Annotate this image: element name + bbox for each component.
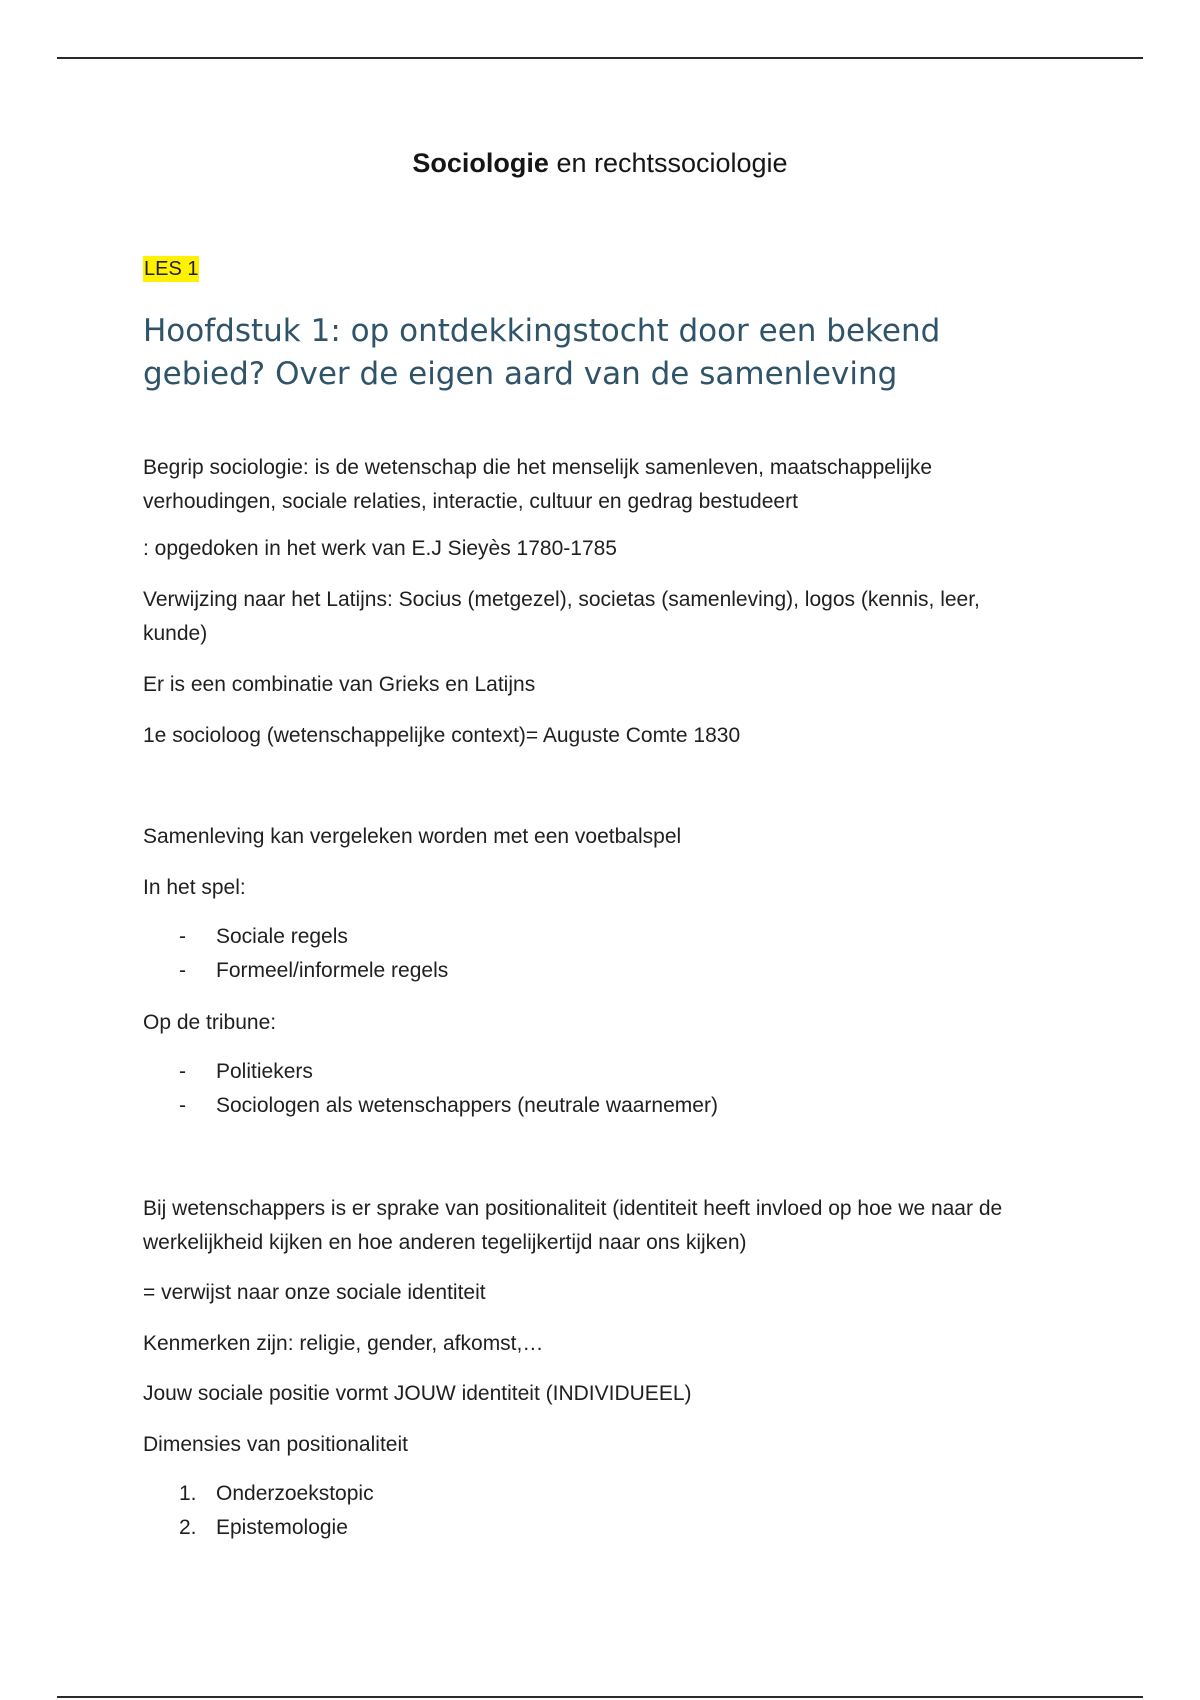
paragraph-combination: Er is een combinatie van Grieks en Latijns xyxy=(143,673,536,696)
list-dimensions xyxy=(143,1477,374,1545)
list-marker: - xyxy=(179,1060,186,1083)
list-item-text: Formeel/informele regels xyxy=(216,959,449,982)
lesson-label: LES 1 xyxy=(144,258,199,280)
list-item-text: Epistemologie xyxy=(216,1516,348,1539)
paragraph-latin: Verwijzing naar het Latijns: Socius (metgezel), societas (samenleving), logos (kennis, leer, kunde) xyxy=(143,588,980,645)
paragraph-positionality: Bij wetenschappers is er sprake van positionaliteit (identiteit heeft invloed op hoe we naar de werkelijkheid kijken en hoe anderen tegelijkertijd naar ons kijken) xyxy=(143,1197,1003,1254)
list-item xyxy=(143,1089,718,1123)
list-marker: 2. xyxy=(179,1516,197,1539)
list-marker: - xyxy=(179,1094,186,1117)
paragraph-dimensions: Dimensies van positionaliteit xyxy=(143,1433,408,1456)
top-rule xyxy=(57,57,1143,59)
bottom-rule xyxy=(57,1696,1143,1698)
paragraph-individual: Jouw sociale positie vormt JOUW identiteit (INDIVIDUEEL) xyxy=(143,1382,692,1405)
paragraph-social-identity: = verwijst naar onze sociale identiteit xyxy=(143,1281,486,1304)
list-item xyxy=(143,1477,374,1511)
document-title xyxy=(143,145,1057,181)
list-item-text: Sociale regels xyxy=(216,925,348,948)
list-in-game xyxy=(143,920,448,988)
paragraph-tribune: Op de tribune: xyxy=(143,1011,277,1034)
list-marker: - xyxy=(179,959,186,982)
list-item xyxy=(143,954,448,988)
list-item-text: Sociologen als wetenschappers (neutrale waarnemer) xyxy=(216,1094,718,1117)
paragraph-characteristics: Kenmerken zijn: religie, gender, afkomst,… xyxy=(143,1332,544,1355)
list-item xyxy=(143,920,448,954)
list-item xyxy=(143,1055,718,1089)
list-marker: - xyxy=(179,925,186,948)
chapter-heading: Hoofdstuk 1: op ontdekkingstocht door een bekend gebied? Over de eigen aard van de samenleving xyxy=(143,313,941,392)
paragraph-in-game: In het spel: xyxy=(143,876,246,899)
document-title-bold: Sociologie xyxy=(412,148,549,178)
paragraph-football: Samenleving kan vergeleken worden met een voetbalspel xyxy=(143,825,682,848)
list-marker: 1. xyxy=(179,1482,197,1505)
list-item xyxy=(143,1511,374,1545)
list-item-text: Politiekers xyxy=(216,1060,313,1083)
paragraph-definition: Begrip sociologie: is de wetenschap die het menselijk samenleven, maatschappelijke verhoudingen, sociale relaties, interactie, cultuur en gedrag bestudeert xyxy=(143,456,933,513)
paragraph-first-sociologist: 1e socioloog (wetenschappelijke context)= Auguste Comte 1830 xyxy=(143,724,741,747)
list-tribune xyxy=(143,1055,718,1123)
list-item-text: Onderzoekstopic xyxy=(216,1482,374,1505)
document-title-rest: en rechtssociologie xyxy=(548,148,788,178)
paragraph-origin: : opgedoken in het werk van E.J Sieyès 1780-1785 xyxy=(143,537,617,560)
